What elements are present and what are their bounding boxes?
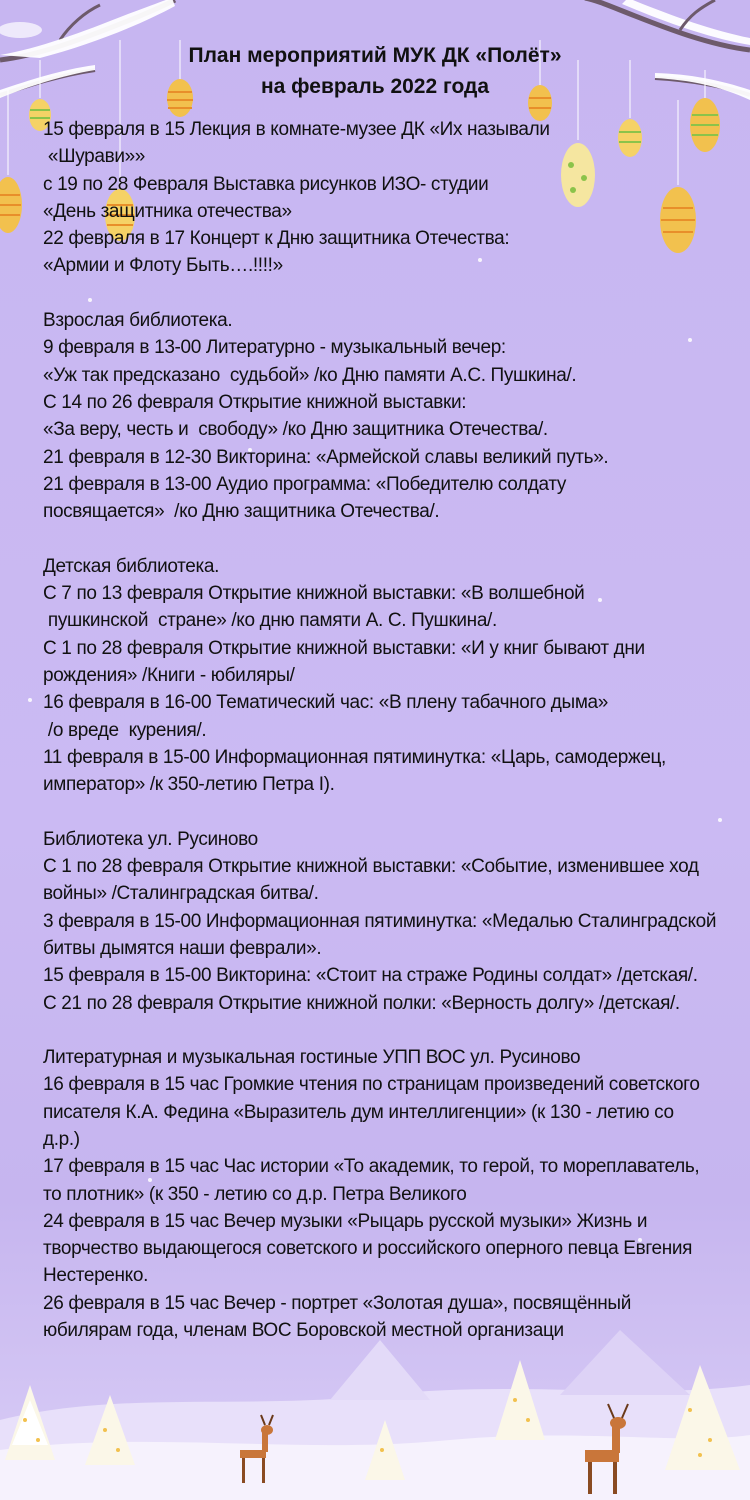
event-line: /о вреде курения/.: [43, 719, 207, 741]
event-line: С 7 по 13 февраля Открытие книжной выставки: «В волшебной: [43, 583, 585, 605]
event-line: «Уж так предсказано судьбой» /ко Дню памяти А.С. Пушкина/.: [43, 364, 577, 386]
event-line: творчество выдающегося советского и российского оперного певца Евгения: [43, 1238, 693, 1260]
title-line-1: План мероприятий МУК ДК «Полёт»: [188, 44, 562, 67]
event-line: писателя К.А. Федина «Выразитель дум интеллигенции» (к 130 - летию со: [43, 1101, 674, 1123]
event-line: 21 февраля в 13-00 Аудио программа: «Победителю солдату: [43, 473, 567, 495]
event-line: С 1 по 28 февраля Открытие книжной выставки: «И у книг бывают дни: [43, 637, 645, 659]
event-line: «День защитника отечества»: [43, 200, 292, 222]
event-line: 17 февраля в 15 час Час истории «То академик, то герой, то мореплаватель,: [43, 1156, 700, 1178]
blank-line: [43, 1017, 743, 1044]
page-title: [0, 40, 750, 102]
event-line: д.р.): [43, 1128, 80, 1150]
event-line: император» /к 350-летию Петра I).: [43, 774, 335, 796]
event-line: 26 февраля в 15 час Вечер - портрет «Золотая душа», посвящённый: [43, 1292, 631, 1314]
event-line: 24 февраля в 15 час Вечер музыки «Рыцарь русской музыки» Жизнь и: [43, 1210, 648, 1232]
title-line-2: на февраль 2022 года: [260, 75, 490, 98]
event-line: Литературная и музыкальная гостиные УПП ВОС ул. Русиново: [43, 1047, 581, 1069]
event-line: рождения» /Книги - юбиляры/: [43, 664, 295, 686]
event-line: «За веру, честь и свободу» /ко Дню защитника Отечества/.: [43, 419, 548, 441]
event-line: 11 февраля в 15-00 Информационная пятиминутка: «Царь, самодержец,: [43, 746, 666, 768]
event-line: 15 февраля в 15 Лекция в комнате-музее ДК «Их называли: [43, 119, 550, 140]
event-line: 16 февраля в 16-00 Тематический час: «В плену табачного дыма»: [43, 692, 608, 714]
event-line: 21 февраля в 12-30 Викторина: «Армейской славы великий путь».: [43, 446, 609, 468]
event-line: «Армии и Флоту Быть….!!!!»: [43, 255, 283, 277]
blank-line: [43, 280, 743, 307]
event-line: «Шурави»»: [43, 146, 146, 168]
event-line: 15 февраля в 15-00 Викторина: «Стоит на страже Родины солдат» /детская/.: [43, 965, 698, 987]
event-line: войны» /Сталинградская битва/.: [43, 883, 319, 905]
event-line: битвы дымятся наши феврали».: [43, 937, 322, 959]
event-line: 22 февраля в 17 Концерт к Дню защитника Отечества:: [43, 228, 510, 250]
event-line: посвящается» /ко Дню защитника Отечества/.: [43, 501, 440, 523]
ornament-icon: [0, 90, 22, 233]
events-list: [43, 116, 743, 1344]
event-line: юбилярам года, членам ВОС Боровской местной организаци: [43, 1320, 564, 1342]
blank-line: [43, 525, 743, 552]
event-line: то плотник» (к 350 - летию со д.р. Петра Великого: [43, 1183, 467, 1205]
event-line: С 14 по 26 февраля Открытие книжной выставки:: [43, 391, 467, 413]
event-line: 9 февраля в 13-00 Литературно - музыкальный вечер:: [43, 337, 506, 359]
event-line: Детская библиотека.: [43, 555, 220, 577]
event-line: 16 февраля в 15 час Громкие чтения по страницам произведений советского: [43, 1074, 700, 1096]
event-line: С 21 по 28 февраля Открытие книжной полки: «Верность долгу» /детская/.: [43, 992, 680, 1014]
event-line: Взрослая библиотека.: [43, 310, 233, 332]
event-line: пушкинской стране» /ко дню памяти А. С. Пушкина/.: [43, 610, 497, 632]
event-line: 3 февраля в 15-00 Информационная пятиминутка: «Медалью Сталинградской: [43, 910, 717, 932]
event-line: С 1 по 28 февраля Открытие книжной выставки: «Событие, изменившее ход: [43, 856, 699, 878]
event-line: Нестеренко.: [43, 1265, 148, 1287]
blank-line: [43, 798, 743, 825]
event-line: Библиотека ул. Русиново: [43, 828, 258, 850]
event-line: с 19 по 28 Февраля Выставка рисунков ИЗО- студии: [43, 173, 489, 195]
